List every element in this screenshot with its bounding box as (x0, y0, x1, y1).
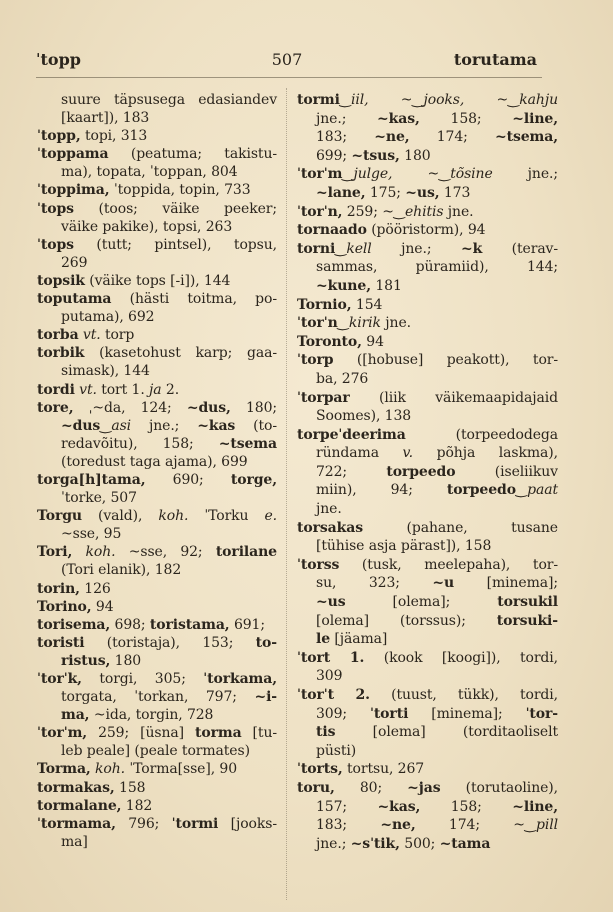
entry-line (37, 290, 277, 308)
text-run: 126 (79, 580, 111, 597)
entry-line (297, 835, 558, 854)
text-run: suure täpsusega edasiandev (61, 92, 277, 108)
text-run: ˈtorke, 507 (61, 490, 137, 507)
headword-run: ˈtorˈm, (37, 725, 88, 742)
headword-run: ~jas (407, 779, 441, 796)
headword-run: ˈtoppama (37, 146, 109, 163)
text-run: 175; (365, 184, 406, 201)
text-run: redavõitu), 158; (61, 435, 219, 452)
italic-run: e. (264, 508, 277, 525)
italic-run: ~‿kahju (496, 92, 558, 108)
headword-run: ˈtops (37, 200, 74, 217)
headword-run: torsakas (297, 519, 363, 536)
entry-line (37, 200, 277, 218)
headword-run: ~kas, (377, 110, 420, 127)
headword-run: ˈtoppima, (37, 182, 110, 199)
headword-run: Torma, (37, 761, 91, 778)
headword-run: ˈtorˈk, (37, 671, 82, 687)
headword-run: ~us (316, 594, 346, 611)
text-run: (pahane, tusane (363, 519, 558, 536)
entry-line (297, 444, 558, 463)
headword-run: ~tsus, (351, 147, 400, 164)
entry-line (37, 417, 277, 435)
text-run: ˈTorma[sse], 90 (125, 761, 238, 778)
headword-run: ma, (61, 707, 90, 724)
headword-run: ~kune, (316, 277, 371, 294)
entry-line (297, 296, 558, 315)
headword-run: to- (255, 634, 277, 651)
headword-run: ~tsema (218, 435, 277, 452)
italic-run: ‿kell (335, 240, 372, 257)
headword-run: tore, (37, 399, 74, 416)
headword-run: torin, (37, 580, 80, 597)
entry-line (297, 574, 558, 593)
entry-line (297, 760, 558, 779)
entry-line (297, 686, 558, 705)
entry-line (37, 435, 277, 453)
text-run: ˈTorku (188, 508, 265, 525)
headword-run: ˈtor- (525, 705, 559, 722)
entry-line (297, 110, 558, 129)
headword-run: ˈtorˈt 2. (297, 687, 370, 703)
headword-run: ˈtorss (297, 556, 340, 573)
entry-line (37, 145, 277, 163)
text-run: ˈtoppida, topin, 733 (109, 182, 251, 199)
entry-line (297, 630, 558, 649)
italic-run: ‿paat (515, 482, 558, 499)
text-run: jne. (443, 203, 474, 220)
text-run: (terav- (482, 240, 558, 257)
text-run: 183; (316, 817, 381, 834)
text-run: 173 (439, 184, 471, 201)
text-run: ~sse, 92; (115, 544, 216, 561)
text-run: jne. (380, 315, 411, 332)
entry-line (37, 760, 277, 778)
entry-line (37, 308, 277, 326)
headword-run: torpeedo (386, 463, 456, 480)
entry-line (297, 389, 558, 408)
text-run: [minema]; (454, 575, 558, 592)
italic-run: ja (149, 381, 162, 398)
text-run: tortsu, 267 (342, 761, 425, 778)
entry-line (37, 489, 277, 507)
text-run: jne. (316, 501, 342, 518)
text-run: [olema] (torditaoliselt (335, 724, 558, 741)
text-run (368, 92, 400, 108)
text-run: (toristaja), 153; (84, 634, 256, 651)
entry-line (297, 481, 558, 500)
text-run: 94 (91, 598, 114, 615)
headword-run: torsukil (497, 594, 558, 611)
headword-run: Torino, (37, 598, 92, 615)
headword-run: ~dus (61, 417, 101, 434)
headword-run: tordi (37, 381, 75, 398)
italic-run: v. (402, 445, 414, 462)
right-column (297, 91, 558, 853)
headword-run: ˈtormama, (37, 815, 116, 832)
headword-run: ˈtorti (369, 705, 409, 722)
headword-run: ˈtopp, (37, 128, 81, 145)
text-run: (kasetohust karp; gaa- (84, 345, 277, 362)
headword-run: tormi (297, 92, 340, 108)
text-run: (toredust taga ajama), 699 (61, 453, 248, 470)
entry-line (37, 381, 277, 399)
entry-line (37, 163, 277, 181)
text-run: ~ida, torgin, 728 (89, 707, 214, 724)
headword-run: ~dus, (186, 399, 231, 416)
entry-line (297, 221, 558, 240)
headword-run: torsuki- (496, 612, 558, 629)
headword-run: ˈtorˈn, (297, 203, 343, 220)
entry-line (37, 742, 277, 760)
text-run: 259; (342, 203, 383, 220)
headword-run: ˈtorts, (297, 761, 343, 778)
header-first-entry: ˈtopp (36, 50, 81, 69)
entry-line (37, 580, 277, 598)
entry-line (37, 797, 277, 815)
text-run: torp (100, 327, 135, 344)
text-run: (vald), (82, 508, 159, 525)
headword-run: ~line, (512, 798, 558, 815)
text-run (72, 544, 85, 560)
entry-line (37, 616, 277, 634)
text-run: ~sse, 95 (61, 526, 122, 543)
text-run: torgi, 305; (81, 671, 204, 687)
entry-line (37, 91, 277, 109)
text-run: 699; (316, 147, 352, 164)
text-run: 157; (316, 798, 378, 815)
text-run: (tuust, tükk), tordi, (369, 687, 558, 703)
headword-run: tormalane, (37, 797, 122, 814)
italic-run: ~‿ehitis (382, 203, 444, 220)
entry-line (297, 500, 558, 519)
italic-run: ~‿pill (513, 817, 558, 834)
entry-line (37, 272, 277, 290)
headword-run: topsik (37, 272, 85, 289)
entry-line (37, 779, 277, 797)
entry-line (297, 723, 558, 742)
entry-line (297, 612, 558, 631)
text-run: (tutt; pintsel), topsu, (73, 236, 277, 253)
italic-run: koh. (85, 544, 116, 561)
headword-run: ˈtorpar (297, 389, 350, 406)
text-run: 80; (334, 779, 408, 796)
headword-run: ~u (432, 575, 455, 592)
headword-run: ~k (460, 240, 483, 257)
entry-line (297, 537, 558, 556)
entry-line (37, 453, 277, 471)
text-run: 180; (230, 399, 277, 416)
headword-run: torbik (37, 345, 85, 362)
text-run: leb peale] (peale tormates) (61, 743, 250, 760)
italic-run: vt. (82, 327, 101, 344)
headword-run: ~tama (439, 835, 491, 852)
text-run: [jäama] (330, 631, 388, 648)
text-run: ˌ~da, 124; (73, 399, 187, 416)
headword-run: torge, (230, 471, 277, 488)
entry-line (37, 399, 277, 417)
text-run: jne.; (316, 835, 351, 852)
text-run: Soomes), 138 (316, 408, 412, 425)
left-column (37, 91, 277, 851)
headword-run: ~sˈtik, (350, 835, 400, 852)
entry-line (297, 147, 558, 166)
headword-run: torga[h]tama, (37, 471, 146, 488)
entry-line (37, 344, 277, 362)
text-run: (to- (235, 417, 277, 434)
text-run: (torutaoline), (440, 779, 559, 796)
text-run: putama), 692 (61, 309, 155, 326)
text-run: 698; (110, 616, 150, 633)
headword-run: ˈtort 1. (297, 649, 365, 666)
text-run: jne.; (131, 417, 198, 434)
text-run: [tühise asja pärast]), 158 (316, 538, 492, 555)
text-run: 500; (399, 835, 440, 852)
entry-line (297, 240, 558, 259)
entry-line (297, 165, 558, 184)
text-run: 158; (419, 110, 513, 127)
italic-run: ~‿jooks, (400, 92, 465, 108)
italic-run: vt. (79, 381, 97, 398)
text-run: (liik väikemaapidajaid (349, 389, 558, 406)
headword-run: ~tsema, (494, 129, 558, 146)
entry-line (297, 798, 558, 817)
headword-run: ristus, (61, 652, 111, 669)
text-run: 174; (409, 129, 495, 146)
entry-line (37, 598, 277, 616)
header-rule (36, 77, 542, 78)
text-run: ründama (316, 445, 403, 462)
entry-line (297, 816, 558, 835)
text-run: 181 (370, 277, 402, 294)
text-run: topi, 313 (80, 128, 148, 145)
entry-line (297, 128, 558, 147)
text-run: 2. (161, 381, 180, 398)
text-run: 174; (415, 817, 514, 834)
text-run: (iseliikuv (455, 463, 558, 480)
text-run: püsti) (316, 742, 357, 759)
headword-run: toristi (37, 634, 85, 651)
headword-run: torni (297, 240, 336, 257)
entry-line (297, 742, 558, 761)
text-run (464, 92, 496, 108)
headword-run: torpeedo (446, 482, 516, 499)
headword-run: torba (37, 327, 79, 344)
text-run: (hästi toitma, po- (111, 291, 277, 308)
text-run: 691; (229, 616, 265, 633)
text-run: tort 1. (96, 381, 150, 398)
headword-run: ~kas, (377, 798, 421, 815)
entry-line (37, 471, 277, 489)
text-run: 796; (115, 815, 172, 832)
headword-run: toristama, (149, 616, 230, 633)
text-run: 154 (351, 296, 383, 313)
entry-line (297, 277, 558, 296)
entry-line (37, 236, 277, 254)
entry-line (37, 706, 277, 724)
entry-line (297, 779, 558, 798)
headword-run: ~ne, (380, 817, 416, 834)
headword-run: ~kas (197, 417, 236, 434)
text-run: 690; (145, 471, 231, 488)
column-divider (286, 88, 287, 900)
entry-line (297, 184, 558, 203)
headword-run: ~i- (254, 689, 277, 706)
text-run: 183; (316, 129, 375, 146)
text-run: 94 (361, 333, 384, 350)
text-run: 269 (61, 254, 88, 271)
text-run: (väike tops [-i]), 144 (84, 272, 231, 289)
entry-line (37, 326, 277, 344)
headword-run: torma (194, 725, 242, 742)
text-run: 259; [üsna] (87, 725, 195, 742)
headword-run: ~lane, (316, 184, 366, 201)
entry-line (37, 833, 277, 851)
headword-run: torisema, (37, 616, 111, 633)
text-run: ma), topata, ˈtoppan, 804 (61, 164, 238, 181)
entry-line (37, 543, 277, 561)
entry-line (37, 724, 277, 742)
entry-line (297, 203, 558, 222)
text-run: [jooks- (218, 815, 277, 832)
text-run: väike pakike), topsi, 263 (61, 218, 233, 235)
entry-line (37, 688, 277, 706)
headword-run: ~line, (512, 110, 558, 127)
text-run: (torpeedodega (405, 426, 558, 443)
text-run: miin), 94; (316, 482, 447, 499)
entry-line (297, 593, 558, 612)
entry-line (297, 463, 558, 482)
italic-run: ~‿tõsine (427, 166, 493, 183)
entry-line (37, 634, 277, 652)
text-run: jne.; (492, 166, 558, 183)
headword-run: toputama (37, 291, 112, 308)
text-run (392, 166, 427, 182)
headword-run: toru, (297, 779, 335, 796)
text-run: [olema]; (345, 594, 498, 611)
entry-line (37, 181, 277, 199)
text-run: torgata, ˈtorkan, 797; (61, 689, 255, 706)
headword-run: tornaado (297, 222, 367, 239)
text-run: jne.; (316, 110, 378, 127)
entry-line (37, 254, 277, 272)
text-run: (tusk, meelepaha), tor- (339, 556, 558, 573)
entry-line (297, 91, 558, 110)
entry-line (37, 525, 277, 543)
headword-run: ˈtorˈn (297, 315, 338, 332)
text-run: 158 (114, 779, 146, 796)
headword-run: tormakas, (37, 779, 115, 796)
text-run: 180 (110, 652, 142, 669)
headword-run: Toronto, (297, 333, 362, 350)
headword-run: ˈtorkama, (203, 671, 277, 687)
italic-run: ‿kirik (337, 315, 381, 332)
headword-run: ˈtorˈm (297, 166, 343, 183)
headword-run: torpeˈdeerima (297, 426, 406, 443)
entry-line (297, 649, 558, 668)
headword-run: tis (316, 724, 336, 741)
text-run: [minema]; (408, 705, 526, 722)
headword-run: torilane (215, 544, 277, 561)
italic-run: ‿asi (100, 417, 132, 434)
entry-line (297, 314, 558, 333)
text-run: (kook [koogi]), tordi, (364, 649, 559, 666)
entry-line (37, 109, 277, 127)
text-run: sammas, püramiid), 144; (316, 259, 558, 276)
text-run: ma] (61, 833, 88, 850)
text-run: [kaart]), 183 (61, 110, 150, 127)
page-number: 507 (271, 50, 303, 69)
entry-line (297, 667, 558, 686)
text-run: [tu- (241, 725, 277, 742)
text-run: 309 (316, 668, 343, 685)
entry-line (297, 426, 558, 445)
text-run: 309; (316, 705, 370, 722)
text-run: 182 (121, 797, 153, 814)
entry-line (37, 815, 277, 833)
headword-run: ˈtormi (171, 815, 219, 832)
text-run: ba, 276 (316, 370, 369, 387)
headword-run: ~us, (405, 184, 440, 201)
headword-run: le (316, 631, 331, 648)
text-run: [olema] (torssus); (316, 612, 497, 629)
italic-run: ‿julge, (342, 166, 393, 183)
header-last-entry: torutama (453, 50, 537, 69)
entry-line (297, 705, 558, 724)
text-run: 722; (316, 463, 387, 480)
entry-line (297, 258, 558, 277)
italic-run: koh. (95, 761, 126, 778)
headword-run: ~ne, (374, 129, 410, 146)
text-run: põhja laskma), (413, 445, 558, 462)
text-run: 180 (399, 147, 431, 164)
italic-run: ‿iil, (339, 92, 369, 108)
entry-line (297, 370, 558, 389)
entry-line (297, 556, 558, 575)
text-run: (pööristorm), 94 (366, 222, 486, 239)
headword-run: ˈtops (37, 236, 74, 253)
entry-line (297, 351, 558, 370)
headword-run: Torgu (37, 508, 82, 525)
text-run: 158; (420, 798, 513, 815)
entry-line (37, 362, 277, 380)
entry-line (297, 407, 558, 426)
text-run: simask), 144 (61, 363, 150, 380)
headword-run: Tori, (37, 544, 73, 561)
headword-run: Tornio, (297, 296, 352, 313)
italic-run: koh. (158, 508, 189, 525)
headword-run: ˈtorp (297, 352, 334, 369)
entry-line (297, 333, 558, 352)
entry-line (37, 218, 277, 236)
entry-line (297, 519, 558, 538)
entry-line (37, 652, 277, 670)
text-run: jne.; (371, 240, 461, 257)
entry-line (37, 127, 277, 145)
text-run: ([hobuse] peakott), tor- (333, 352, 558, 369)
entry-line (37, 561, 277, 579)
text-run: (Tori elanik), 182 (61, 562, 182, 579)
text-run: (peatuma; takistu- (108, 146, 277, 163)
text-run: (toos; väike peeker; (73, 200, 277, 217)
entry-line (37, 507, 277, 525)
text-run: su, 323; (316, 575, 433, 592)
entry-line (37, 670, 277, 688)
